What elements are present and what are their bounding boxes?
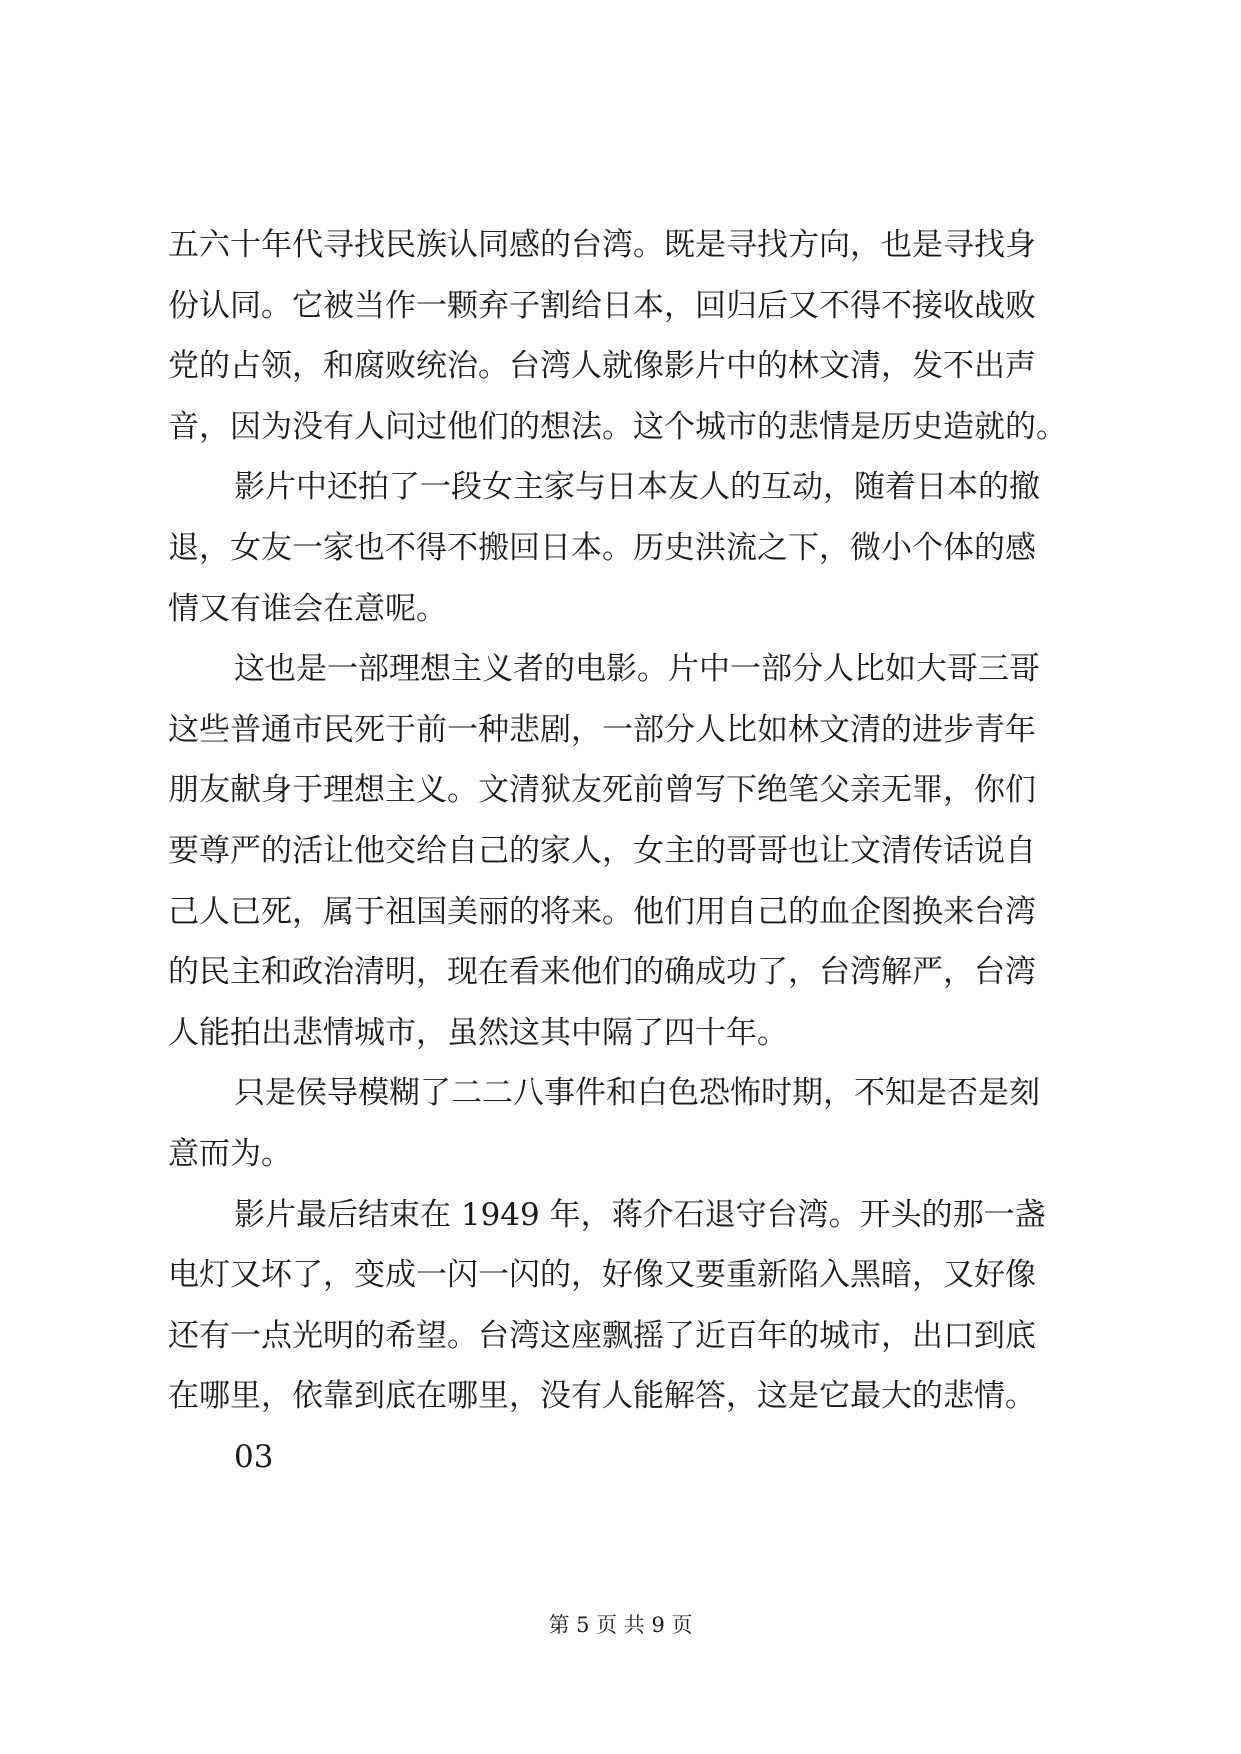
text-line: 还有一点光明的希望。台湾这座飘摇了近百年的城市，出口到底 [168, 1318, 1036, 1354]
text-line: 份认同。它被当作一颗弃子割给日本，回归后又不得不接收战败 [168, 288, 1036, 324]
text-line: 影片中还拍了一段女主家与日本友人的互动，随着日本的撤 [234, 469, 1040, 505]
text-line: 在哪里，依靠到底在哪里，没有人能解答，这是它最大的悲情。 [168, 1378, 1036, 1414]
text-line: 退，女友一家也不得不搬回日本。历史洪流之下，微小个体的感 [168, 530, 1036, 566]
text-line: 只是侯导模糊了二二八事件和白色恐怖时期，不知是否是刻 [234, 1075, 1040, 1111]
text-line: 影片最后结束在 1949 年，蒋介石退守台湾。开头的那一盏 [234, 1197, 1046, 1233]
text-line: 意而为。 [168, 1136, 292, 1172]
text-line: 党的占领，和腐败统治。台湾人就像影片中的林文清，发不出声 [168, 348, 1036, 384]
text-line: 五六十年代寻找民族认同感的台湾。既是寻找方向，也是寻找身 [168, 227, 1036, 263]
text-line: 这也是一部理想主义者的电影。片中一部分人比如大哥三哥 [234, 651, 1040, 687]
text-line: 电灯又坏了，变成一闪一闪的，好像又要重新陷入黑暗，又好像 [168, 1257, 1036, 1293]
page-footer: 第 5 页 共 9 页 [548, 1613, 693, 1637]
text-line: 要尊严的活让他交给自己的家人，女主的哥哥也让文清传话说自 [168, 833, 1036, 869]
text-line: 情又有谁会在意呢。 [168, 591, 447, 627]
text-line: 人能拍出悲情城市，虽然这其中隔了四十年。 [168, 1015, 788, 1051]
section-number: 03 [234, 1439, 274, 1475]
text-line: 的民主和政治清明，现在看来他们的确成功了，台湾解严，台湾 [168, 954, 1036, 990]
text-line: 己人已死，属于祖国美丽的将来。他们用自己的血企图换来台湾 [168, 894, 1036, 930]
text-line: 这些普通市民死于前一种悲剧，一部分人比如林文清的进步青年 [168, 712, 1036, 748]
text-line: 朋友献身于理想主义。文清狱友死前曾写下绝笔父亲无罪，你们 [168, 772, 1036, 808]
text-line: 音，因为没有人问过他们的想法。这个城市的悲情是历史造就的。 [168, 409, 1067, 445]
